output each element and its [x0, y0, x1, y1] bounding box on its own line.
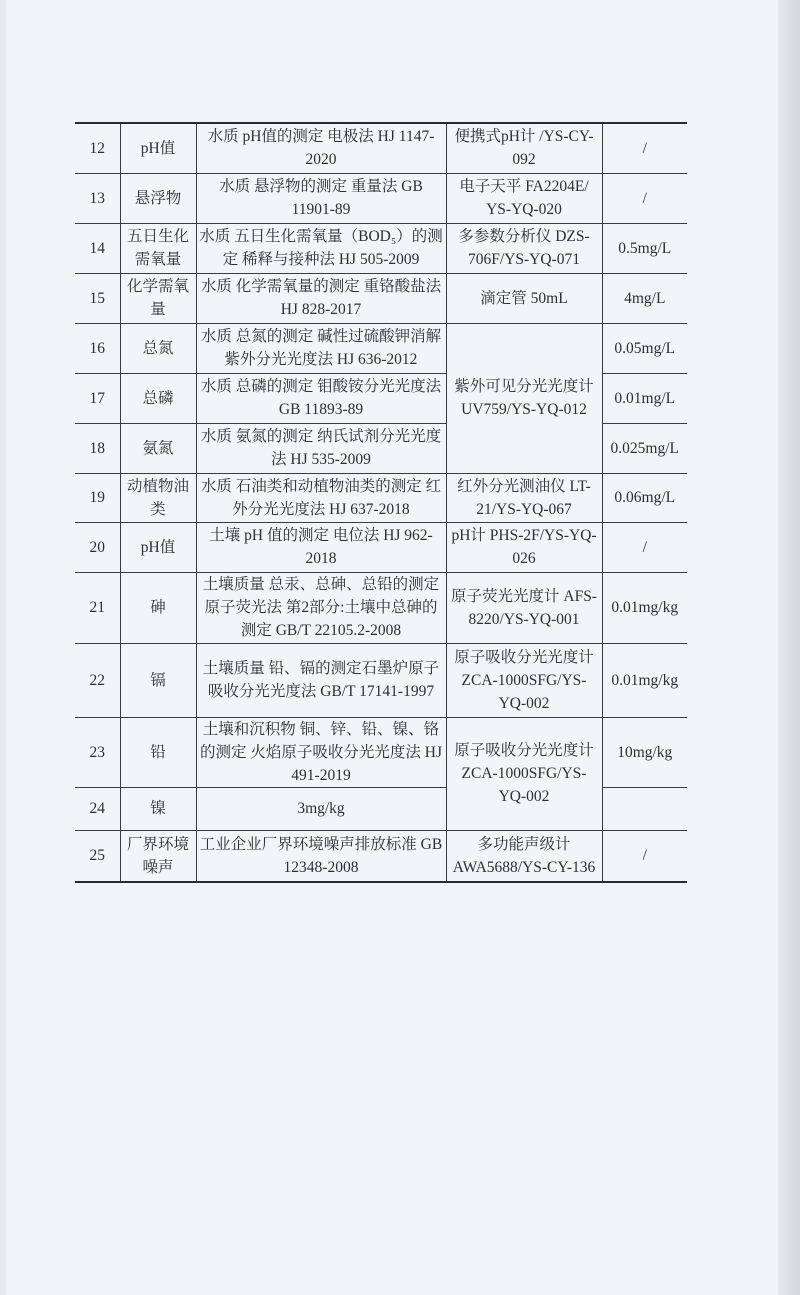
test-method: 水质 石油类和动植物油类的测定 红外分光光度法 HJ 637-2018: [196, 473, 446, 522]
row-number: 22: [75, 643, 120, 717]
row-number: 14: [75, 223, 120, 273]
instrument: 紫外可见分光光度计 UV759/YS-YQ-012: [446, 323, 602, 473]
test-item: 氨氮: [120, 423, 196, 473]
instrument: 原子吸收分光光度计 ZCA-1000SFG/YS-YQ-002: [446, 643, 602, 717]
test-method: 水质 悬浮物的测定 重量法 GB 11901-89: [196, 173, 446, 223]
detection-limit: /: [602, 173, 687, 223]
detection-limit: /: [602, 830, 687, 882]
row-number: 24: [75, 787, 120, 830]
instrument: 红外分光测油仪 LT-21/YS-YQ-067: [446, 473, 602, 522]
detection-limit: 10mg/kg: [602, 717, 687, 787]
instrument: 电子天平 FA2204E/ YS-YQ-020: [446, 173, 602, 223]
row-number: 13: [75, 173, 120, 223]
test-item: pH值: [120, 123, 196, 173]
table-row: [75, 173, 687, 223]
test-item: 动植物油类: [120, 473, 196, 522]
instrument: 滴定管 50mL: [446, 273, 602, 323]
instrument: pH计 PHS-2F/YS-YQ-026: [446, 522, 602, 572]
detection-limit: 4mg/L: [602, 273, 687, 323]
detection-limit: 0.5mg/L: [602, 223, 687, 273]
test-method: 水质 总氮的测定 碱性过硫酸钾消解紫外分光光度法 HJ 636-2012: [196, 323, 446, 373]
table-row: [75, 643, 687, 717]
test-method: 水质 pH值的测定 电极法 HJ 1147-2020: [196, 123, 446, 173]
instrument: 原子吸收分光光度计 ZCA-1000SFG/YS-YQ-002: [446, 717, 602, 830]
table-row: [75, 572, 687, 643]
row-number: 20: [75, 522, 120, 572]
test-item: 铅: [120, 717, 196, 787]
table-row: [75, 522, 687, 572]
detection-limit: 0.025mg/L: [602, 423, 687, 473]
test-method: 土壤和沉积物 铜、锌、铅、镍、铬的测定 火焰原子吸收分光光度法 HJ 491-2019: [196, 717, 446, 787]
instrument: 便携式pH计 /YS-CY-092: [446, 123, 602, 173]
detection-limit: 0.01mg/L: [602, 373, 687, 423]
table-row: [75, 223, 687, 273]
page-edge-right: [778, 0, 800, 1295]
test-method: 水质 化学需氧量的测定 重铬酸盐法 HJ 828-2017: [196, 273, 446, 323]
instrument: 多参数分析仪 DZS-706F/YS-YQ-071: [446, 223, 602, 273]
test-method: 水质 五日生化需氧量（BOD₅）的测定 稀释与接种法 HJ 505-2009: [196, 223, 446, 273]
detection-limit: 3mg/kg: [196, 787, 446, 830]
detection-limit: 0.01mg/kg: [602, 572, 687, 643]
detection-limit: /: [602, 123, 687, 173]
test-method: 水质 氨氮的测定 纳氏试剂分光光度法 HJ 535-2009: [196, 423, 446, 473]
instrument: 多功能声级计 AWA5688/YS-CY-136: [446, 830, 602, 882]
test-item: 总磷: [120, 373, 196, 423]
monitoring-methods-table: [75, 122, 687, 883]
row-number: 25: [75, 830, 120, 882]
row-number: 17: [75, 373, 120, 423]
table-row: [75, 323, 687, 373]
test-item: 总氮: [120, 323, 196, 373]
row-number: 23: [75, 717, 120, 787]
row-number: 18: [75, 423, 120, 473]
instrument: 原子荧光光度计 AFS-8220/YS-YQ-001: [446, 572, 602, 643]
test-item: 镍: [120, 787, 196, 830]
row-number: 15: [75, 273, 120, 323]
row-number: 21: [75, 572, 120, 643]
page-edge-left: [0, 0, 6, 1295]
test-item: 五日生化需氧量: [120, 223, 196, 273]
table-row: [75, 473, 687, 522]
table-row: [75, 273, 687, 323]
test-method: 土壤质量 铅、镉的测定石墨炉原子吸收分光光度法 GB/T 17141-1997: [196, 643, 446, 717]
test-method: 水质 总磷的测定 钼酸铵分光光度法 GB 11893-89: [196, 373, 446, 423]
test-item: 砷: [120, 572, 196, 643]
test-method: 土壤质量 总汞、总砷、总铅的测定 原子荧光法 第2部分:土壤中总砷的测定 GB/T 22105.2-2008: [196, 572, 446, 643]
table-row: [75, 830, 687, 882]
test-item: 悬浮物: [120, 173, 196, 223]
test-item: 镉: [120, 643, 196, 717]
row-number: 12: [75, 123, 120, 173]
detection-limit: 0.06mg/L: [602, 473, 687, 522]
table-row: [75, 717, 687, 787]
test-method: 工业企业厂界环境噪声排放标准 GB 12348-2008: [196, 830, 446, 882]
detection-limit: 0.05mg/L: [602, 323, 687, 373]
table-row: [75, 123, 687, 173]
test-item: 化学需氧量: [120, 273, 196, 323]
test-method: 土壤 pH 值的测定 电位法 HJ 962-2018: [196, 522, 446, 572]
detection-limit: /: [602, 522, 687, 572]
row-number: 19: [75, 473, 120, 522]
detection-limit: 0.01mg/kg: [602, 643, 687, 717]
test-item: pH值: [120, 522, 196, 572]
test-item: 厂界环境噪声: [120, 830, 196, 882]
row-number: 16: [75, 323, 120, 373]
